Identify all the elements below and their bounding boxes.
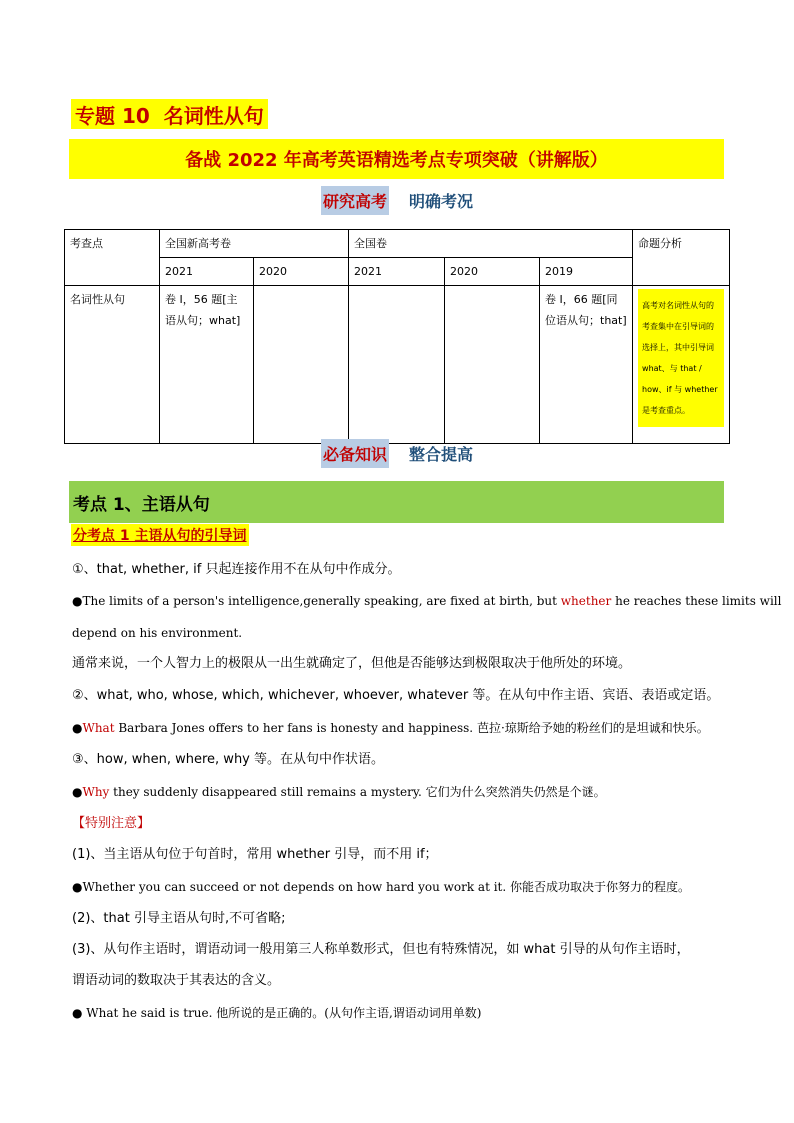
body-line: depend on his environment. [72, 626, 243, 640]
header-new-national: 全国新高考卷 [160, 230, 349, 258]
topic-title: 专题 10 名词性从句 [71, 99, 268, 129]
section-text: 整合提高 [409, 444, 474, 464]
header-analysis: 命题分析 [633, 230, 730, 286]
body-line: (2)、that 引导主语从句时,不可省略; [72, 911, 286, 926]
body-line: (1)、当主语从句位于句首时，常用 whether 引导，而不用 if； [72, 847, 438, 862]
header-kaochadian: 考查点 [65, 230, 160, 286]
year-cell: 2021 [160, 258, 254, 286]
cell-empty [254, 286, 349, 444]
section-heading-research [0, 186, 794, 214]
section-heading-knowledge [0, 439, 794, 467]
section-tag: 必备知识 [321, 439, 389, 468]
analysis-cell [633, 286, 730, 444]
section-text: 明确考况 [409, 191, 474, 211]
body-line: 通常来说，一个人智力上的极限从一出生就确定了，但他是否能够达到极限取决于他所处的环境。 [72, 656, 632, 671]
header-national: 全国卷 [349, 230, 633, 258]
year-cell: 2019 [540, 258, 633, 286]
cell-2019: 卷 I，66 题[同位语从句；that] [540, 286, 633, 444]
body-line: (3)、从句作主语时，谓语动词一般用第三人称单数形式，但也有特殊情况，如 what 引导的从句作主语时， [72, 942, 690, 957]
example-sentence: ●What Barbara Jones offers to her fans is honesty and happiness. 芭拉·琼斯给予她的粉丝们的是坦诚和快乐。 [72, 721, 709, 735]
example-sentence: ● What he said is true. 他所说的是正确的。(从句作主语,谓语动词用单数) [72, 1006, 482, 1020]
row-label: 名词性从句 [65, 286, 160, 444]
section-tag: 研究高考 [321, 186, 389, 215]
example-sentence: ●The limits of a person's intelligence,generally speaking, are fixed at birth, but whether he reaches these limits will [72, 594, 782, 608]
year-cell: 2020 [254, 258, 349, 286]
cell-empty [445, 286, 540, 444]
analysis-text: 高考对名词性从句的考查集中在引导词的选择上，其中引导词 what、与 that / how、if 与 whether 是考查重点。 [638, 289, 724, 427]
exam-table [64, 229, 730, 444]
body-line: 谓语动词的数取决于其表达的含义。 [72, 973, 281, 988]
example-sentence: ●Why they suddenly disappeared still remains a mystery. 它们为什么突然消失仍然是个谜。 [72, 785, 606, 799]
kp1-title: 考点 1、主语从句 [69, 481, 724, 523]
sub-kp-title: 分考点 1 主语从句的引导词 [71, 524, 249, 546]
cell-empty [349, 286, 445, 444]
body-line: ②、what, who, whose, which, whichever, whoever, whatever 等。在从句中作主语、宾语、表语或定语。 [72, 688, 720, 703]
cell-2021-new: 卷 I，56 题[主语从句；what] [160, 286, 254, 444]
document-subtitle: 备战 2022 年高考英语精选考点专项突破（讲解版） [69, 139, 724, 179]
special-note-label: 【特别注意】 [72, 816, 151, 831]
year-cell: 2020 [445, 258, 540, 286]
example-sentence: ●Whether you can succeed or not depends on how hard you work at it. 你能否成功取决于你努力的程度。 [72, 880, 691, 894]
body-line: ③、how, when, where, why 等。在从句中作状语。 [72, 752, 385, 767]
body-line: ①、that, whether, if 只起连接作用不在从句中作成分。 [72, 562, 401, 577]
year-cell: 2021 [349, 258, 445, 286]
